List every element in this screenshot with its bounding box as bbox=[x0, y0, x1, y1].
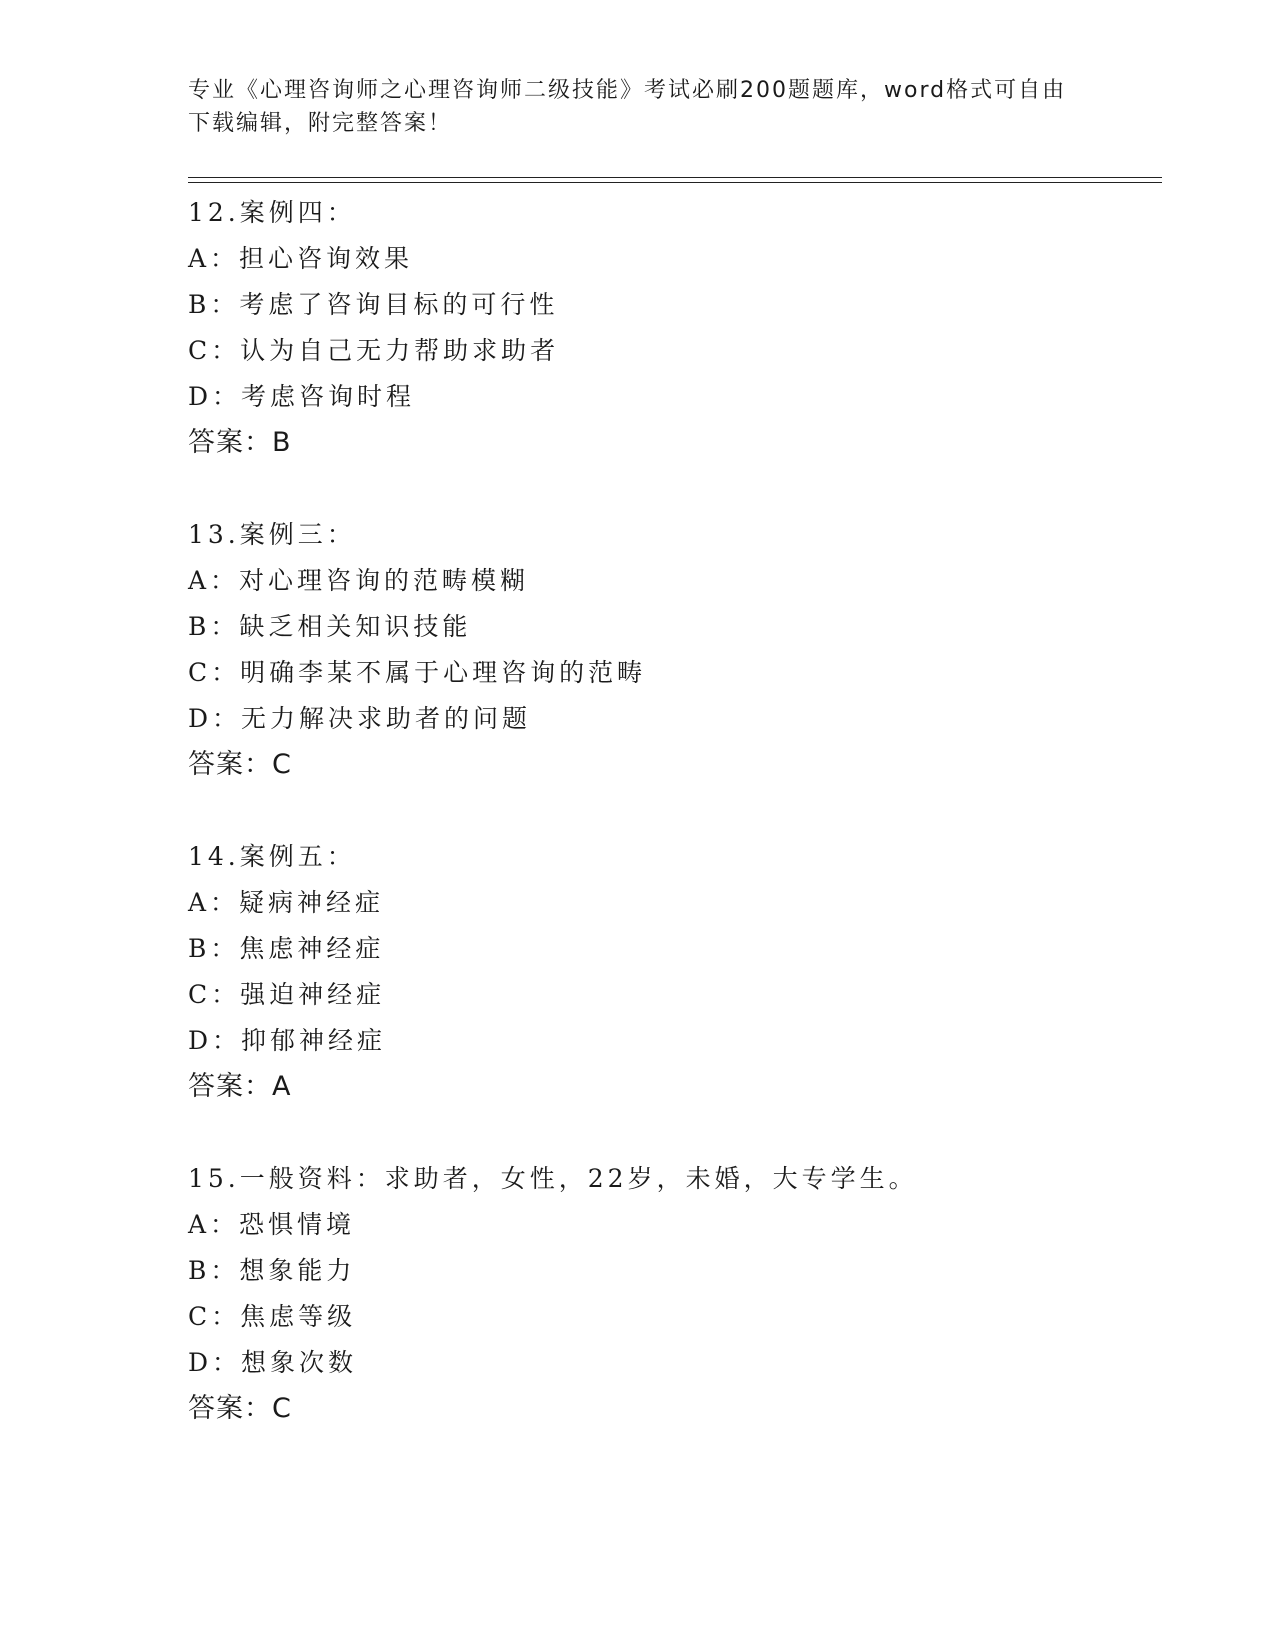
document-intro: 专业《心理咨询师之心理咨询师二级技能》考试必刷200题题库，word格式可自由下载编辑，附完整答案！ bbox=[188, 78, 1067, 136]
question-12 bbox=[188, 190, 1162, 466]
option-c: C：明确李某不属于心理咨询的范畴 bbox=[188, 658, 647, 687]
header-divider-top bbox=[188, 177, 1162, 178]
option-a: A：对心理咨询的范畴模糊 bbox=[188, 566, 530, 595]
option-a: A：疑病神经症 bbox=[188, 888, 385, 917]
answer-line: 答案：C bbox=[188, 1393, 292, 1424]
question-stem: 15.一般资料：求助者，女性，22岁，未婚，大专学生。 bbox=[188, 1164, 918, 1193]
option-d: D：想象次数 bbox=[188, 1348, 358, 1377]
option-a: A：担心咨询效果 bbox=[188, 244, 414, 273]
option-b: B：考虑了咨询目标的可行性 bbox=[188, 290, 559, 319]
option-d: D：无力解决求助者的问题 bbox=[188, 704, 532, 733]
answer-line: 答案：C bbox=[188, 749, 292, 780]
question-list bbox=[188, 190, 1162, 1478]
option-b: B：焦虑神经症 bbox=[188, 934, 385, 963]
question-stem: 14.案例五： bbox=[188, 842, 356, 871]
question-15 bbox=[188, 1156, 1162, 1432]
option-d: D：考虑咨询时程 bbox=[188, 382, 416, 411]
option-b: B：缺乏相关知识技能 bbox=[188, 612, 472, 641]
option-c: C：认为自己无力帮助求助者 bbox=[188, 336, 560, 365]
answer-line: 答案：B bbox=[188, 427, 292, 458]
answer-line: 答案：A bbox=[188, 1071, 292, 1102]
question-stem: 12.案例四： bbox=[188, 198, 356, 227]
option-d: D：抑郁神经症 bbox=[188, 1026, 387, 1055]
question-14 bbox=[188, 834, 1162, 1110]
option-a: A：恐惧情境 bbox=[188, 1210, 356, 1239]
question-13 bbox=[188, 512, 1162, 788]
option-b: B：想象能力 bbox=[188, 1256, 356, 1285]
option-c: C：焦虑等级 bbox=[188, 1302, 357, 1331]
question-stem: 13.案例三： bbox=[188, 520, 356, 549]
option-c: C：强迫神经症 bbox=[188, 980, 386, 1009]
header-divider-bottom bbox=[188, 182, 1162, 183]
